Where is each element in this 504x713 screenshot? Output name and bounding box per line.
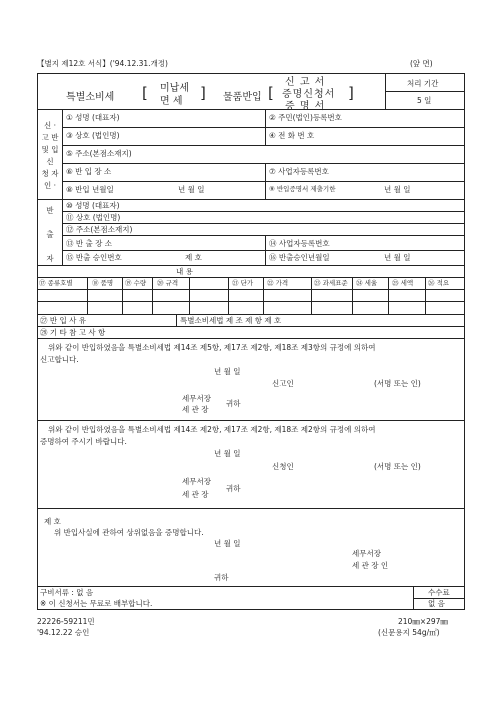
col-type: ⑰ 종류호별 — [39, 279, 73, 287]
field-address: ⑤ 주소(본점소재지) — [66, 149, 132, 158]
field-import-date-value: 년 월 일 — [178, 185, 205, 194]
title-goods: 물품반입 — [223, 92, 262, 103]
title-doc-bottom: 증 명 서 — [285, 101, 326, 112]
field-deadline-value: 년 월 일 — [384, 185, 411, 194]
shipper-name: ⑩ 성명 (대표자) — [66, 201, 120, 210]
declare-office-2: 세 관 장 — [182, 405, 209, 414]
declare-person: 신고인 — [272, 379, 294, 388]
fee-value: 없 음 — [428, 599, 445, 608]
declare-office-1: 세무서장 — [182, 394, 211, 403]
form-number: 【별지 제12호 서식】('94.12.31.개정) — [37, 59, 168, 68]
apply-text-2: 증명하여 주시기 바랍니다. — [40, 437, 127, 446]
apply-person: 신청인 — [272, 462, 294, 471]
shipper-approval-no: ⑮ 반출 승인번호 — [66, 253, 122, 262]
shipper-approval-date: ⑯ 반출승인년월일 — [269, 253, 330, 262]
reason-value: 특별소비세법 제 조 제 항 제 호 — [180, 316, 282, 325]
cert-office-2: 세 관 장 인 — [352, 561, 389, 570]
shipper-place: ⑬ 반 출 장 소 — [66, 239, 113, 248]
col-spec: ⑳ 규격 — [157, 279, 179, 287]
paper-size: 210㎜×297㎜ — [398, 617, 448, 626]
col-price: ㉒ 가격 — [267, 279, 289, 287]
declare-to: 귀하 — [226, 399, 241, 408]
col-item: ⑱ 품명 — [92, 279, 114, 287]
cert-number: 제 호 — [44, 517, 61, 526]
bracket-open: [ — [142, 84, 148, 102]
title-exempt-top: 미납세 — [160, 83, 189, 94]
remarks-label: ㉘ 기 타 참 고 사 항 — [40, 328, 106, 337]
field-business-no: ⑦ 사업자등록번호 — [269, 167, 329, 176]
title-exempt-bottom: 면 세 — [160, 96, 183, 107]
reporter-side-label: 신 · 고 반 및 입 신 청 자 인 · — [41, 121, 59, 190]
required-docs: 구비서류 : 없 음 — [40, 588, 94, 597]
apply-sign: (서명 또는 인) — [374, 462, 421, 471]
field-import-place: ⑥ 반 입 장 소 — [66, 167, 112, 176]
bracket-open-2: [ — [268, 84, 274, 102]
field-company: ③ 상호 (법인명) — [66, 131, 120, 140]
title-doc-top: 신 고 서 — [285, 77, 326, 88]
fee-label: 수수료 — [428, 588, 450, 597]
apply-office-2: 세 관 장 — [182, 490, 209, 499]
col-remarks: ㉖ 적요 — [428, 279, 450, 287]
col-unit-price: ㉑ 단가 — [232, 279, 254, 287]
cert-office-1: 세무서장 — [352, 549, 381, 558]
col-tax-rate: ㉔ 세율 — [356, 279, 378, 287]
contents-label: 내 용 — [176, 267, 193, 276]
declare-text-1: 위와 같이 반입하였음을 특별소비세법 제14조 제5항, 제17조 제2항, 제18조 제3항의 규정에 의하여 — [48, 343, 376, 352]
apply-office-1: 세무서장 — [182, 477, 211, 486]
paper-type: (신문용지 54g/㎡) — [378, 628, 440, 637]
declare-text-2: 신고합니다. — [40, 355, 79, 364]
field-deadline: ⑨ 반입증명서 제출기한 — [269, 185, 336, 193]
field-name: ① 성명 (대표자) — [66, 113, 120, 122]
free-notice: ※ 이 신청서는 무료로 배부합니다. — [40, 599, 153, 608]
apply-date: 년 월 일 — [214, 449, 241, 458]
title-doc-mid: 증명신청서 — [282, 89, 336, 100]
col-tax-amount: ㉕ 세액 — [392, 279, 414, 287]
form-code: 22226-59211민 — [37, 617, 95, 626]
cert-to: 귀하 — [214, 573, 229, 582]
shipper-business-no: ⑭ 사업자등록번호 — [269, 239, 330, 248]
reason-label: ㉗ 반 입 사 유 — [40, 316, 87, 325]
shipper-company: ⑪ 상호 (법인명) — [66, 213, 121, 222]
field-import-date: ⑧ 반입 년월일 — [66, 185, 114, 194]
shipper-side-label: 반 출 자 — [46, 206, 54, 263]
process-period-value: 5 일 — [417, 96, 432, 105]
page-side: (앞 면) — [410, 59, 433, 68]
col-tax-base: ㉓ 과세표준 — [314, 279, 348, 287]
shipper-approval-no-value: 제 호 — [185, 253, 202, 262]
approval-date: '94.12.22 승인 — [37, 628, 90, 637]
cert-text: 위 반입사실에 관하여 상위없음을 증명합니다. — [54, 528, 204, 537]
field-reg-no: ② 주민(법인)등록번호 — [269, 113, 342, 122]
bracket-close-2: ] — [348, 84, 354, 102]
field-phone: ④ 전 화 번 호 — [269, 131, 315, 140]
declare-date: 년 월 일 — [214, 367, 241, 376]
apply-text-1: 위와 같이 반입하였음을 특별소비세법 제14조 제2항, 제17조 제2항, 제18조 제2항의 규정에 의하여 — [48, 425, 376, 434]
col-qty: ⑲ 수량 — [125, 279, 147, 287]
shipper-address: ⑫ 주소(본점소재지) — [66, 225, 133, 234]
title-main: 특별소비세 — [66, 92, 115, 103]
apply-to: 귀하 — [226, 484, 241, 493]
bracket-close: ] — [200, 84, 206, 102]
declare-sign: (서명 또는 인) — [374, 379, 421, 388]
cert-date: 년 월 일 — [214, 539, 241, 548]
process-period-label: 처리 기간 — [407, 79, 439, 88]
shipper-approval-date-value: 년 월 일 — [384, 253, 411, 262]
